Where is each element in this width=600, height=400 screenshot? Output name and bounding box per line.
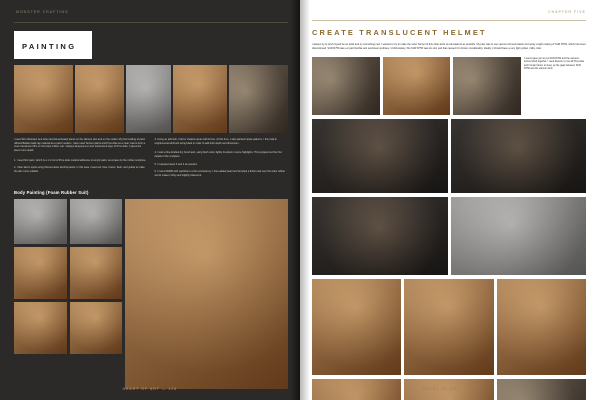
torso-unpainted-front	[14, 199, 67, 244]
column-one	[14, 138, 148, 181]
helmet-row-one	[312, 57, 586, 115]
right-page	[300, 0, 600, 400]
helmet-fitted-on-head-cast	[451, 197, 587, 275]
torso-shading	[70, 247, 123, 299]
folio-left: HEART OF ART — 106	[122, 387, 178, 391]
painting-text-columns	[14, 138, 288, 181]
helmet-front-on-stand	[404, 279, 493, 375]
bust-front-painted	[173, 65, 227, 133]
painting-title: PAINTING	[22, 42, 77, 51]
lower-photo-grid	[14, 199, 288, 389]
column-one-para-2: 1. I used first paint, which is a 1:1 mix of Pros-Aide medical adhesive to acrylic paint, as a base for the rubber sculpture.	[14, 158, 147, 162]
torso-base-coat	[14, 247, 67, 299]
header-rule-right	[312, 20, 586, 21]
bust-three-quarter-painted	[14, 65, 73, 133]
helmet-shell-detail	[312, 197, 448, 275]
painted-head-profile	[497, 279, 586, 375]
column-two-para-4: 6. I mixed 39090 with naphtha to a thin consistency. I then added pearl and brushed a finish coat over the foam rubber suit to make it shiny and slightly iridescent.	[154, 170, 286, 177]
header-rule-left	[14, 22, 288, 23]
helmet-casting-in-mold	[312, 119, 448, 193]
helmet-demold-closeup	[451, 119, 587, 193]
lower-photo-stack	[14, 199, 122, 389]
folio-right: HEART OF ART — 107	[422, 387, 478, 391]
artist-holding-bust	[229, 65, 288, 133]
side-caption: I used a glue gun to put SUR R750 and the vacuum-formed shell together. I used Devcon to mix all Pros-Aide and human blood, to clear, up the gaps between SUR R750 and the vacuum form.	[524, 56, 585, 71]
lower-row-1	[14, 199, 122, 244]
helmet-row-three	[312, 197, 586, 275]
painting-title-box	[14, 31, 92, 59]
section-intro: I always try to push myself as an artist and try something new. I wanted to try to make the outer helmet of this chair-actor as transparent as possible. My plan was to use vacuum-formed plastic and spray a light coating of SUR R750, which has been discontinued. SUR R750 was a 2-part flexible and semiclear urethane. Unfortunately, this SUR R750 was too old, and that caused it to brown considerably. Ideally, it should have a very light yellow, milky color.	[312, 43, 586, 50]
torso-unpainted-back	[70, 199, 123, 244]
bust-unpainted-gray	[126, 65, 171, 133]
column-two-para-2: 4. I took a fine-bristled dry brush and, using flesh color, lightly brushed in some highlights. This propped out the first details of the sculpture.	[154, 151, 282, 158]
column-one-para-1: I used Skin Illustrator and other alcohol-activated paints on the silicone skin and on the model. My final coating of paint utilized Badder bald cap material as a paint medium. I also used Temtex paints and Pros-Aide as a clear coat to form a more translucent film on the foam rubber suit. I always lacquered a more translucent layer of Pros-Aide. It gives the piece more depth.	[14, 138, 145, 152]
torso-detail-left	[14, 302, 67, 354]
lower-row-2	[14, 247, 122, 299]
artist-holding-translucent-helmet	[453, 57, 521, 115]
column-one-para-3: 2. I then laid in spots using thinned down alcohol paints. In this case I used red, blue, brown, flesh, and yellow to make the skin more realistic.	[14, 166, 145, 173]
column-two-para-3: 5. I repeated steps 3 and 4 as needed.	[154, 162, 198, 166]
section-title: CREATE TRANSLUCENT HELMET	[312, 28, 487, 37]
torso-detail-right	[70, 302, 123, 354]
bust-profile-painted	[75, 65, 124, 133]
running-head-right: CHAPTER FIVE	[548, 10, 586, 14]
helmet-row-four	[312, 279, 586, 375]
top-photo-row	[14, 65, 288, 133]
column-two-para-1: 3. Using an airbrush, I laid in shadow areas with brown. At this time, I also painted nipple patterns. I then laid in supplemental airbrush using black in order to add both depth and dimension.	[154, 138, 277, 145]
body-painting-subhead: Body Painting (Foam Rubber Suit)	[14, 190, 89, 196]
helmet-underside-view	[312, 279, 401, 375]
clear-vacuum-form-shell	[312, 57, 380, 115]
helmet-row-two	[312, 119, 586, 193]
lower-row-3	[14, 302, 122, 354]
running-head-left: MONSTER CRAFTING	[16, 10, 69, 14]
helmet-resin-pour	[383, 57, 451, 115]
column-two	[155, 138, 289, 181]
finished-torso-hero-shot	[125, 199, 288, 389]
